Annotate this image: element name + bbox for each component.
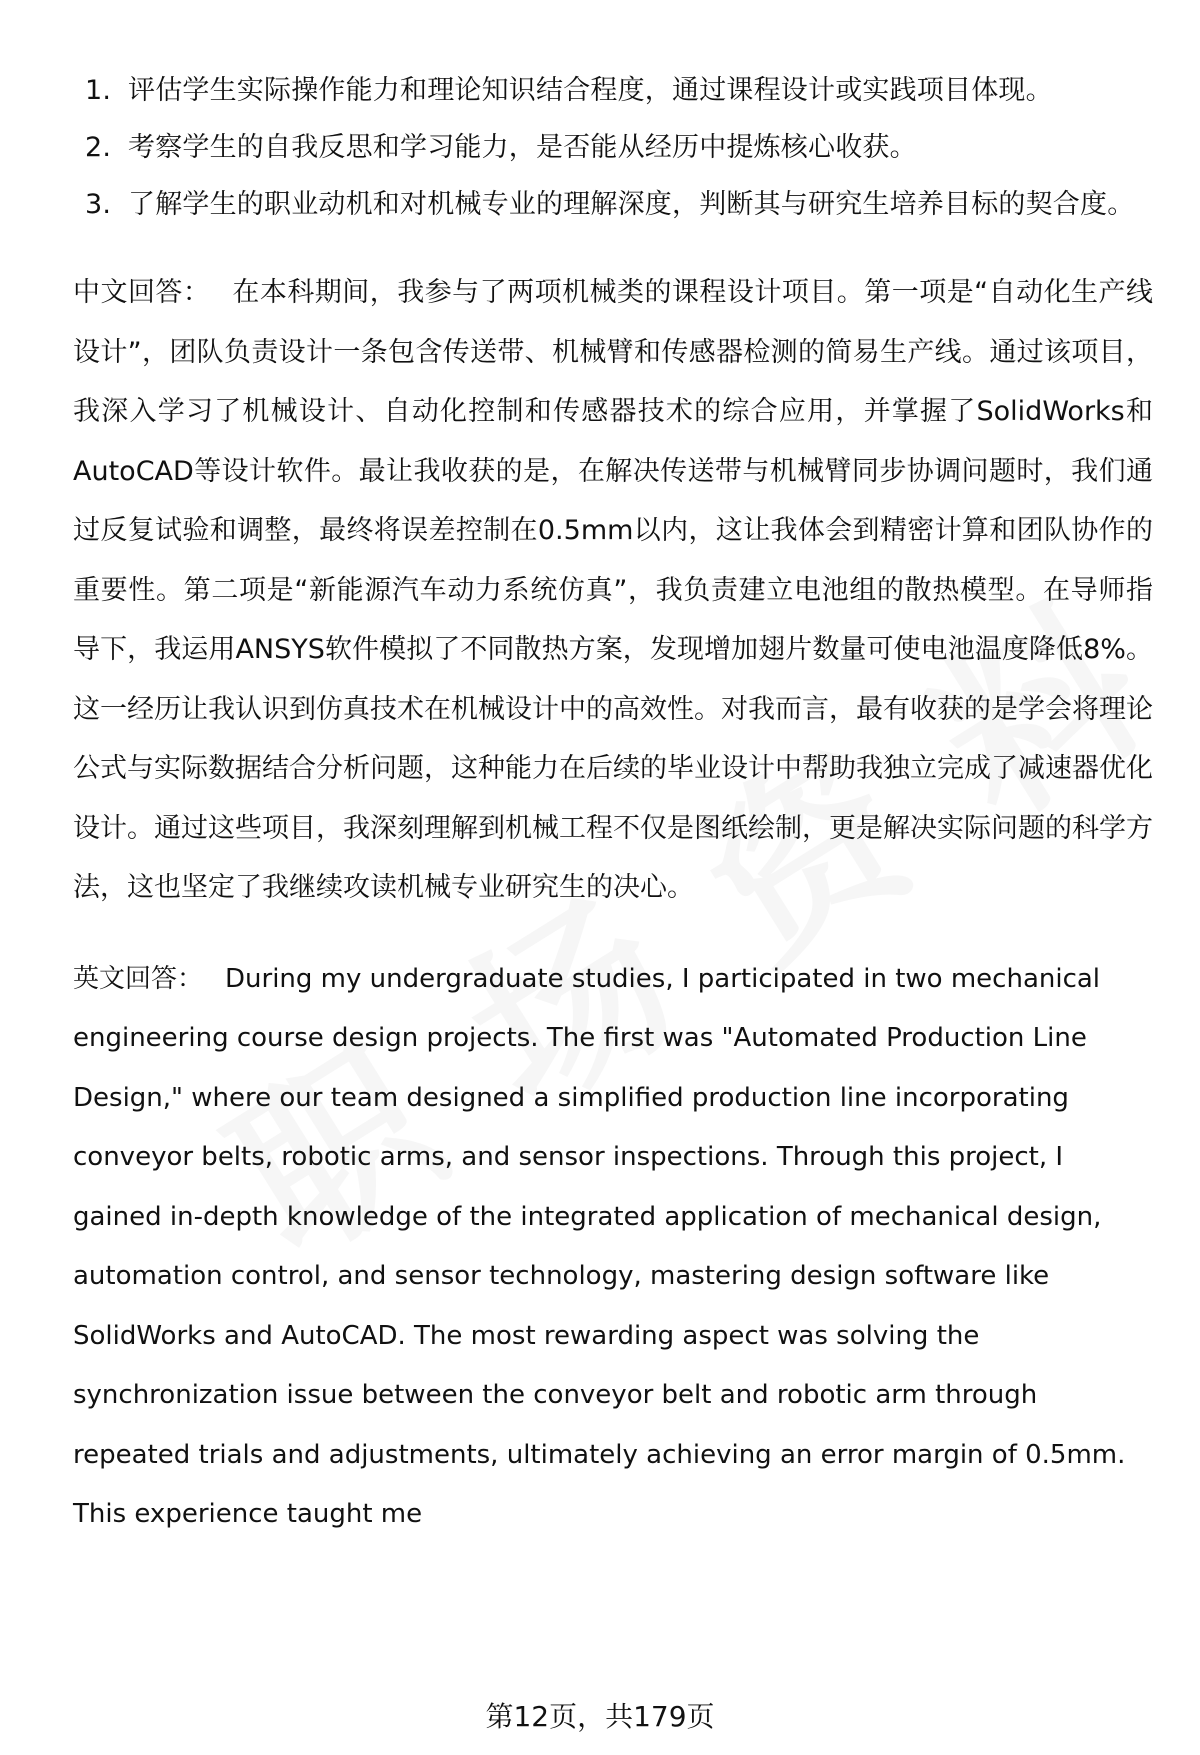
criteria-text: 考察学生的自我反思和学习能力，是否能从经历中提炼核心收获。 bbox=[128, 132, 917, 163]
page-content bbox=[73, 62, 1153, 1545]
chinese-answer-label: 中文回答： bbox=[73, 277, 211, 308]
criteria-item bbox=[73, 62, 1153, 119]
criteria-number: 2. bbox=[85, 132, 112, 163]
criteria-item bbox=[73, 119, 1153, 176]
criteria-number: 3. bbox=[85, 189, 112, 220]
criteria-item bbox=[73, 176, 1153, 233]
chinese-answer bbox=[73, 263, 1153, 918]
english-answer-text: During my undergraduate studies, I participated in two mechanical engineering course design projects. The first was "Automated Production Line Design," where our team designed a simplified production line incorporating conveyor belts, robotic arms, and sensor inspections. Through this project, I gained in-depth knowledge of the integrated application of mechanical design, automation control, and sensor technology, mastering design software like SolidWorks and AutoCAD. The most rewarding aspect was solving the synchronization issue between the conveyor belt and robotic arm through repeated trials and adjustments, ultimately achieving an error margin of 0.5mm. This experience taught me bbox=[73, 963, 1126, 1529]
english-answer bbox=[73, 950, 1153, 1545]
english-answer-label: 英文回答： bbox=[73, 963, 204, 994]
criteria-list bbox=[73, 62, 1153, 233]
chinese-answer-text: 在本科期间，我参与了两项机械类的课程设计项目。第一项是“自动化生产线设计”，团队负责设计一条包含传送带、机械臂和传感器检测的简易生产线。通过该项目，我深入学习了机械设计、自动化控制和传感器技术的综合应用，并掌握了SolidWorks和AutoCAD等设计软件。最让我收获的是，在解决传送带与机械臂同步协调问题时，我们通过反复试验和调整，最终将误差控制在0.5mm以内，这让我体会到精密计算和团队协作的重要性。第二项是“新能源汽车动力系统仿真”，我负责建立电池组的散热模型。在导师指导下，我运用ANSYS软件模拟了不同散热方案，发现增加翅片数量可使电池温度降低8%。这一经历让我认识到仿真技术在机械设计中的高效性。对我而言，最有收获的是学会将理论公式与实际数据结合分析问题，这种能力在后续的毕业设计中帮助我独立完成了减速器优化设计。通过这些项目，我深刻理解到机械工程不仅是图纸绘制，更是解决实际问题的科学方法，这也坚定了我继续攻读机械专业研究生的决心。 bbox=[73, 277, 1153, 903]
criteria-text: 了解学生的职业动机和对机械专业的理解深度，判断其与研究生培养目标的契合度。 bbox=[128, 189, 1135, 220]
criteria-number: 1. bbox=[85, 75, 112, 106]
criteria-text: 评估学生实际操作能力和理论知识结合程度，通过课程设计或实践项目体现。 bbox=[128, 75, 1053, 106]
page-number: 第12页，共179页 bbox=[485, 1700, 715, 1733]
